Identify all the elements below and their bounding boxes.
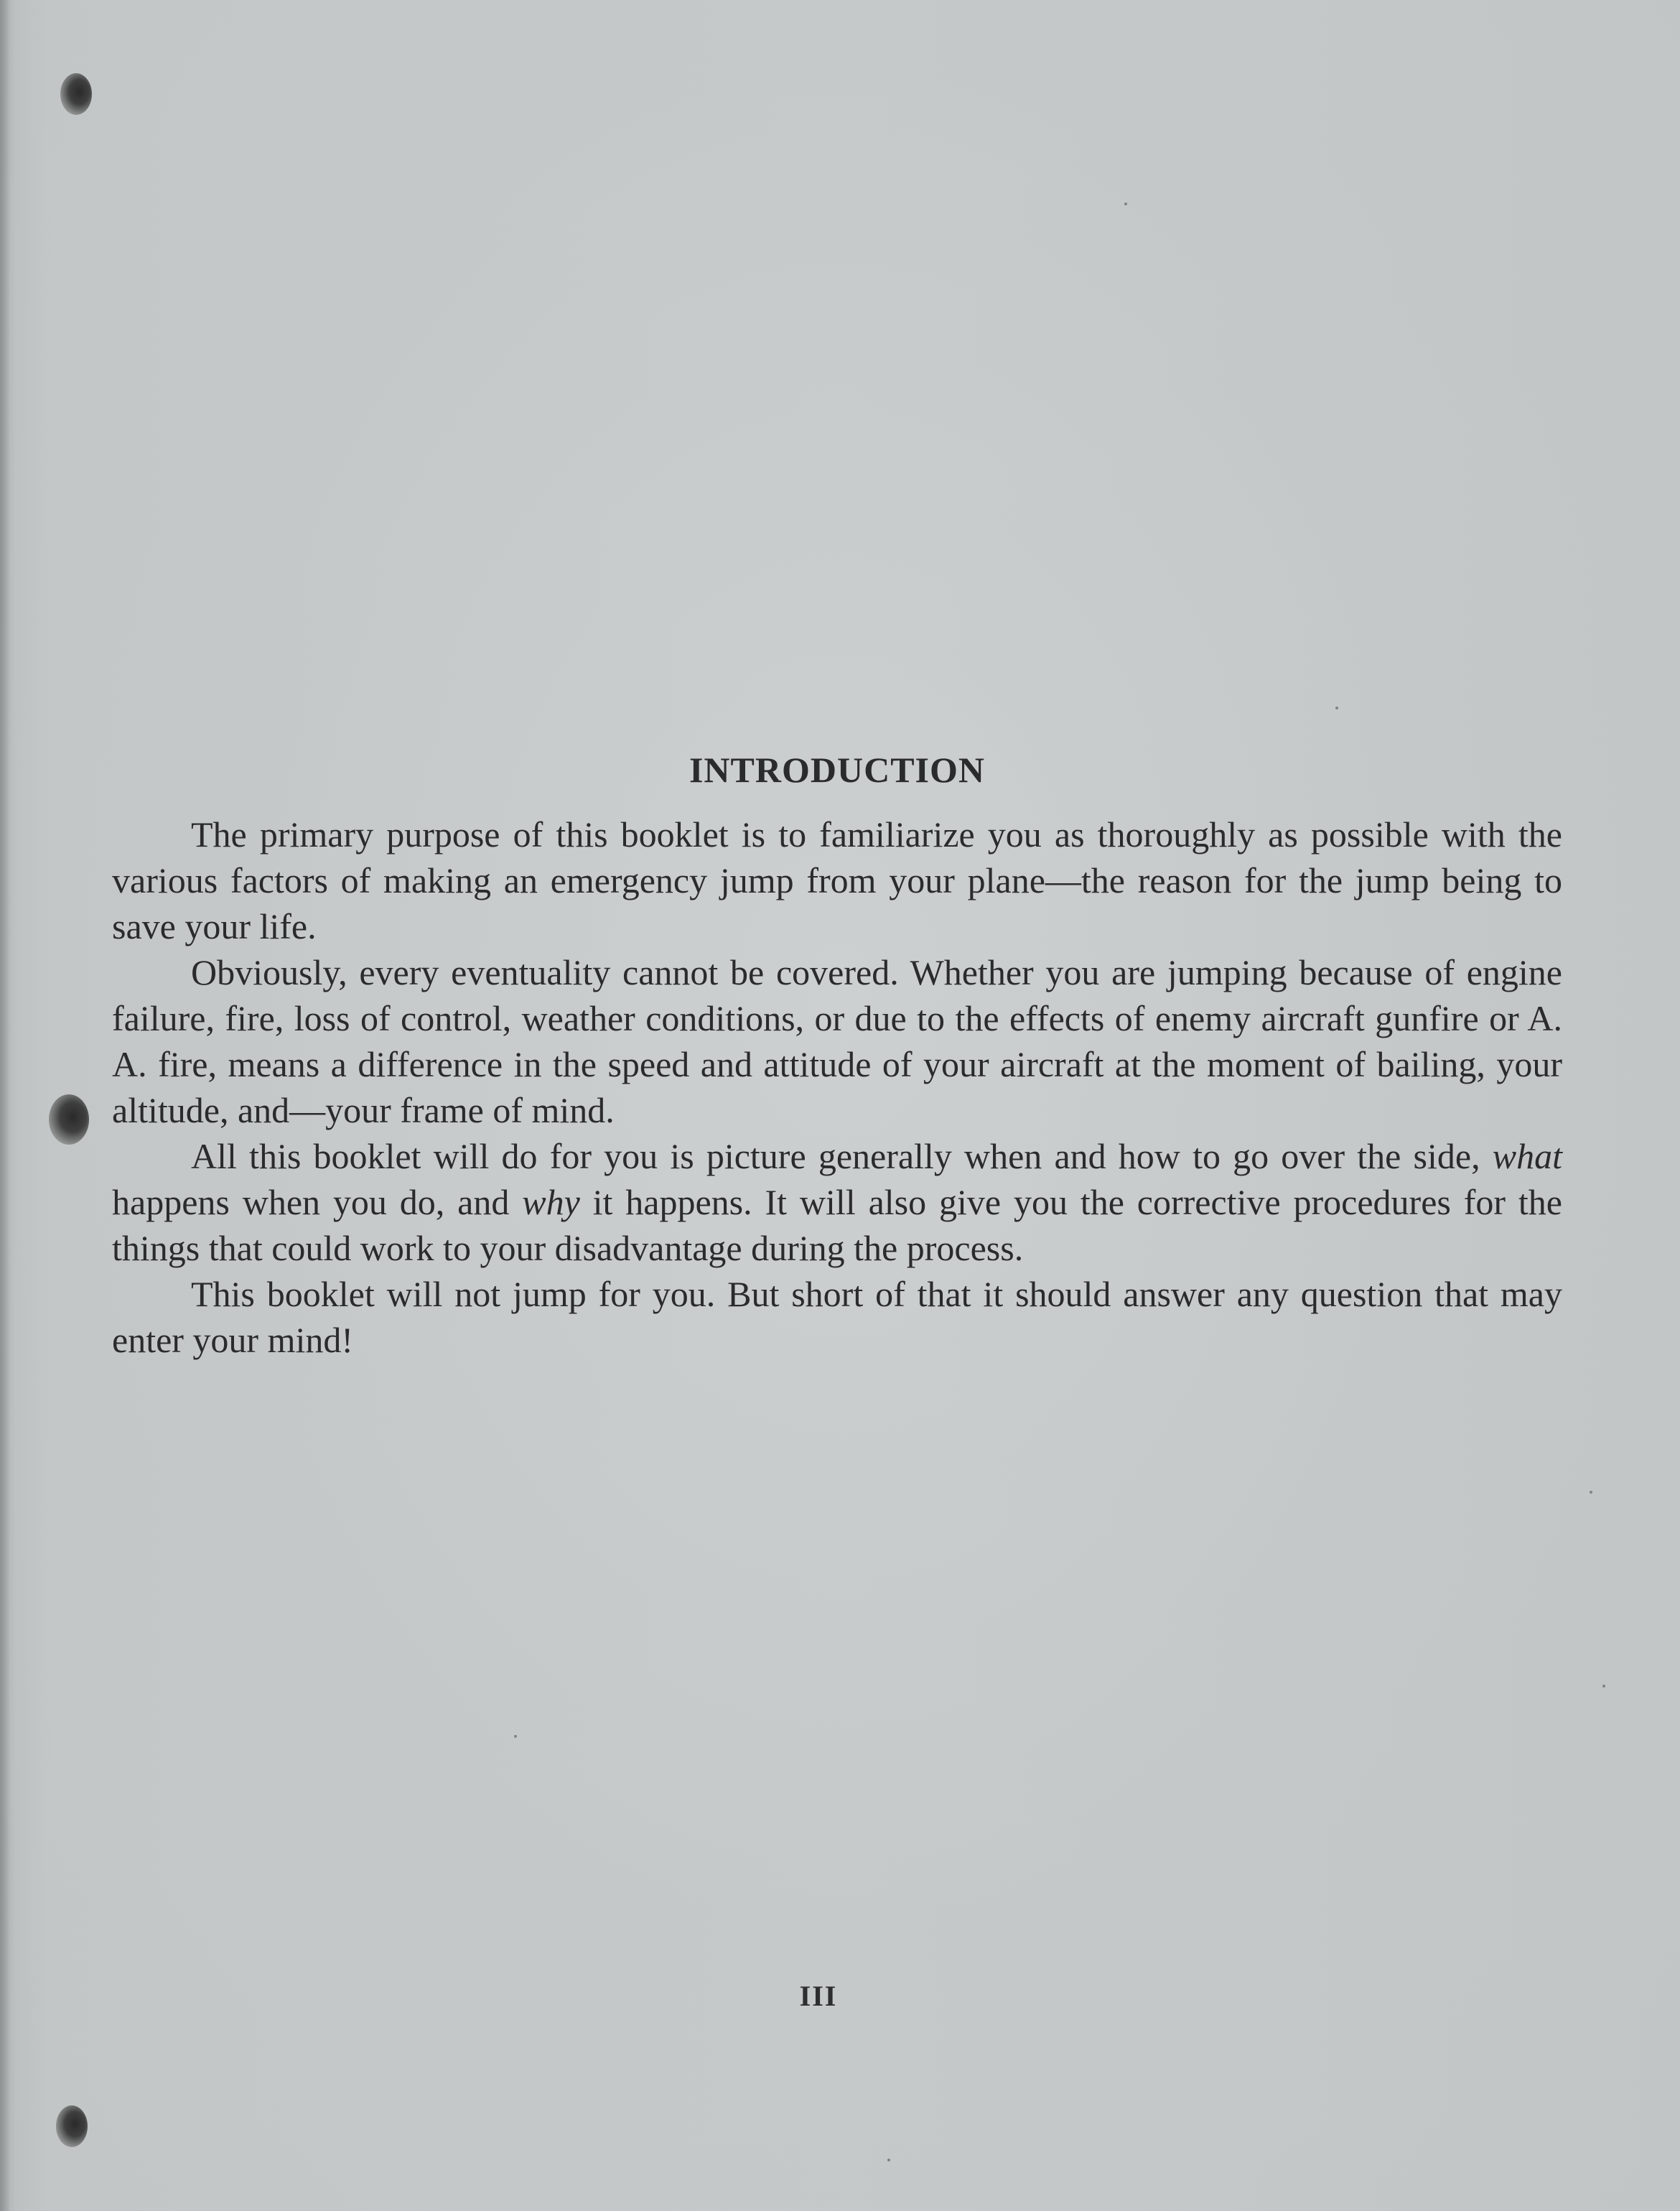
text-run: it happens. It will also give you the corrective procedures for the things that could work to your disadvantage during the process. — [112, 1182, 1562, 1268]
paper-speck — [1335, 707, 1338, 709]
introduction-section — [112, 747, 1562, 1363]
punch-hole-middle — [49, 1094, 89, 1145]
emphasized-text: why — [522, 1182, 580, 1222]
text-run: The primary purpose of this booklet is to familiarize you as thoroughly as possible with the various factors of making an emergency jump from your plane—the reason for the jump being to save your life. — [112, 814, 1562, 946]
page-number: III — [799, 1980, 838, 2012]
paper-speck — [1602, 1685, 1605, 1688]
text-run: happens when you do, and — [112, 1182, 523, 1222]
emphasized-text: what — [1492, 1136, 1562, 1176]
punch-hole-top — [60, 73, 92, 115]
paper-speck — [1124, 203, 1127, 205]
paper-speck — [887, 2159, 890, 2161]
text-run: This booklet will not jump for you. But short of that it should answer any question that may enter your mind! — [112, 1274, 1562, 1360]
text-run: Obviously, every eventuality cannot be covered. Whether you are jumping because of engine failure, fire, loss of control, weather conditions, or due to the effects of enemy aircraft gunfire or A. A. fire, means a difference in the speed and attitude of your aircraft at the moment of bailing, your altitude, and—your frame of mind. — [112, 952, 1562, 1130]
body-text — [112, 811, 1562, 1363]
punch-hole-bottom — [56, 2105, 88, 2147]
paragraph — [112, 949, 1562, 1133]
paragraph — [112, 811, 1562, 949]
paragraph — [112, 1133, 1562, 1271]
paragraph — [112, 1271, 1562, 1363]
paper-speck — [1590, 1491, 1592, 1494]
paper-speck — [514, 1735, 517, 1738]
text-run: All this booklet will do for you is picture generally when and how to go over the side, — [191, 1136, 1493, 1176]
binding-edge-shadow — [0, 0, 10, 2211]
section-heading: INTRODUCTION — [689, 750, 986, 790]
